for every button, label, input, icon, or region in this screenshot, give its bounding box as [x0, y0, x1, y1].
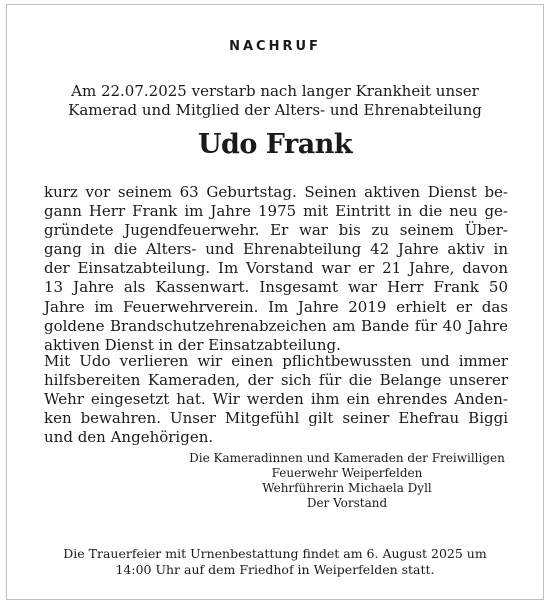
intro-line: Am 22.07.2025 verstarb nach langer Krankheit unser	[71, 82, 479, 100]
paragraph-line: Mit Udo verlieren wir einen pflichtbewussten und immer	[44, 352, 508, 370]
paragraph-line: ken bewahren. Unser Mitgefühl gilt seiner Ehefrau Biggi	[44, 409, 508, 428]
signature-line: Der Vorstand	[306, 496, 388, 510]
intro-text	[7, 82, 543, 120]
paragraph-line: kurz vor seinem 63 Geburtstag. Seinen aktiven Dienst be-	[44, 183, 508, 201]
notice-heading: NACHRUF	[229, 39, 321, 54]
signature-block	[157, 451, 537, 511]
paragraph-line: und den Angehörigen.	[44, 428, 214, 447]
deceased-name: Udo Frank	[197, 129, 353, 160]
funeral-notice	[7, 546, 543, 578]
footer-line: Die Trauerfeier mit Urnenbestattung findet am 6. August 2025 um	[63, 546, 487, 561]
paragraph-line: gründete Jugendfeuerwehr. Er war bis zu seinem Über-	[44, 221, 508, 240]
obituary-notice	[6, 4, 544, 600]
paragraph-line: hilfsbereiten Kameraden, der sich für die Belange unserer	[44, 371, 508, 390]
tribute-paragraph	[44, 352, 508, 447]
paragraph-line: 13 Jahre als Kassenwart. Insgesamt war Herr Frank 50	[44, 278, 508, 297]
paragraph-line: gann Herr Frank im Jahre 1975 mit Eintritt in die neu ge-	[44, 202, 508, 221]
biography-paragraph	[44, 183, 508, 355]
paragraph-line: der Einsatzabteilung. Im Vorstand war er 21 Jahre, davon	[44, 259, 508, 278]
footer-line: 14:00 Uhr auf dem Friedhof in Weiperfelden statt.	[115, 562, 435, 577]
paragraph-line: Jahre im Feuerwehrverein. Im Jahre 2019 erhielt er das	[44, 297, 508, 316]
paragraph-line: gang in die Alters- und Ehrenabteilung 42 Jahre aktiv in	[44, 240, 508, 259]
intro-line: Kamerad und Mitglied der Alters- und Ehrenabteilung	[68, 101, 482, 119]
paragraph-line: goldene Brandschutzehrenabzeichen am Bande für 40 Jahre	[44, 316, 508, 335]
paragraph-line: Wehr eingesetzt hat. Wir werden ihm ein ehrendes Anden-	[44, 390, 508, 409]
signature-line: Die Kameradinnen und Kameraden der Freiwilligen	[189, 451, 505, 465]
paragraph-line: aktiven Dienst in der Einsatzabteilung.	[44, 335, 341, 354]
signature-line: Feuerwehr Weiperfelden	[271, 466, 423, 480]
signature-line: Wehrführerin Michaela Dyll	[262, 481, 432, 495]
